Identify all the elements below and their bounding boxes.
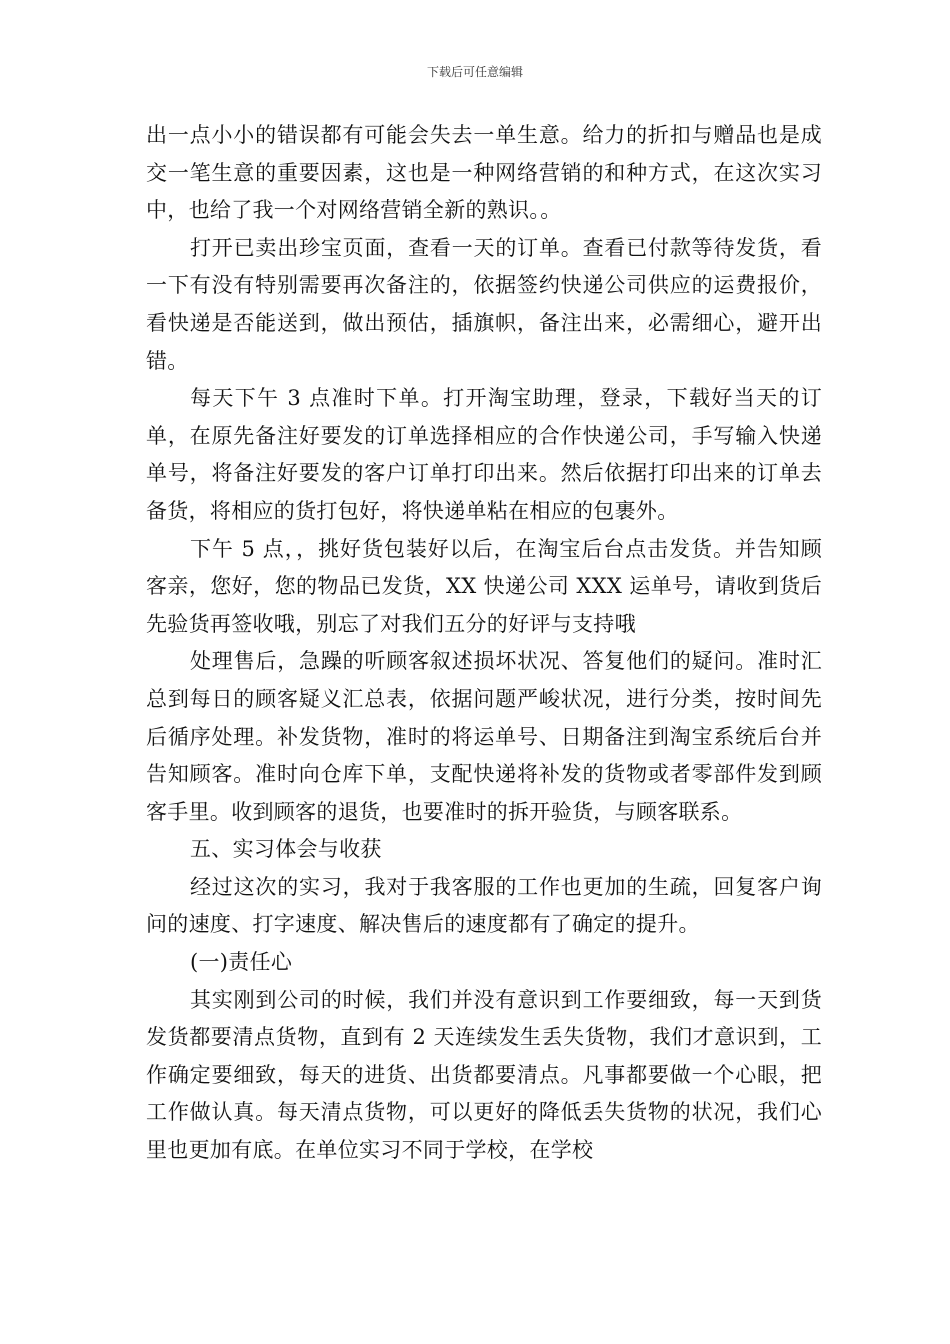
document-body — [146, 117, 822, 1170]
page-header: 下载后可任意编辑 — [426, 65, 523, 79]
paragraph: 其实刚到公司的时候，我们并没有意识到工作要细致，每一天到货发货都要清点货物，直到有 2 天连续发生丢失货物，我们才意识到，工作确定要细致，每天的进货、出货都要清点。凡事都要做一个心眼，把工作做认真。每天清点货物，可以更好的降低丢失货物的状况，我们心里也更加有底。在单位实习不同于学校，在学校 — [146, 987, 822, 1163]
paragraph: 处理售后，急躁的听顾客叙述损坏状况、答复他们的疑问。准时汇总到每日的顾客疑义汇总表，依据问题严峻状况，进行分类，按时间先后循序处理。补发货物，准时的将运单号、日期备注到淘宝系统后台并告知顾客。准时向仓库下单，支配快递将补发的货物或者零部件发到顾客手里。收到顾客的退货，也要准时的拆开验货，与顾客联系。 — [146, 649, 822, 824]
paragraph: 每天下午 3 点准时下单。打开淘宝助理，登录，下载好当天的订单，在原先备注好要发的订单选择相应的合作快递公司，手写输入快递单号，将备注好要发的客户订单打印出来。然后依据打印出来的订单去备货，将相应的货打包好，将快递单粘在相应的包裹外。 — [146, 386, 822, 523]
section-heading: 五、实习体会与收获 — [190, 837, 382, 862]
paragraph: 出一点小小的错误都有可能会失去一单生意。给力的折扣与赠品也是成交一笔生意的重要因素，这也是一种网络营销的和种方式，在这次实习中，也给了我一个对网络营销全新的熟识。。 — [146, 123, 822, 223]
subsection-heading: (一)责任心 — [190, 950, 293, 975]
paragraph: 经过这次的实习，我对于我客服的工作也更加的生疏，回复客户询问的速度、打字速度、解决售后的速度都有了确定的提升。 — [146, 874, 822, 937]
paragraph: 打开已卖出珍宝页面，查看一天的订单。查看已付款等待发货，看一下有没有特别需要再次备注的，依据签约快递公司供应的运费报价，看快递是否能送到，做出预估，插旗帜，备注出来，必需细心，避开出错。 — [146, 235, 822, 373]
paragraph: 下午 5 点，，挑好货包装好以后，在淘宝后台点击发货。并告知顾客亲，您好，您的物品已发货，XX 快递公司 XXX 运单号，请收到货后先验货再签收哦，别忘了对我们五分的好评与支持哦 — [146, 536, 822, 636]
